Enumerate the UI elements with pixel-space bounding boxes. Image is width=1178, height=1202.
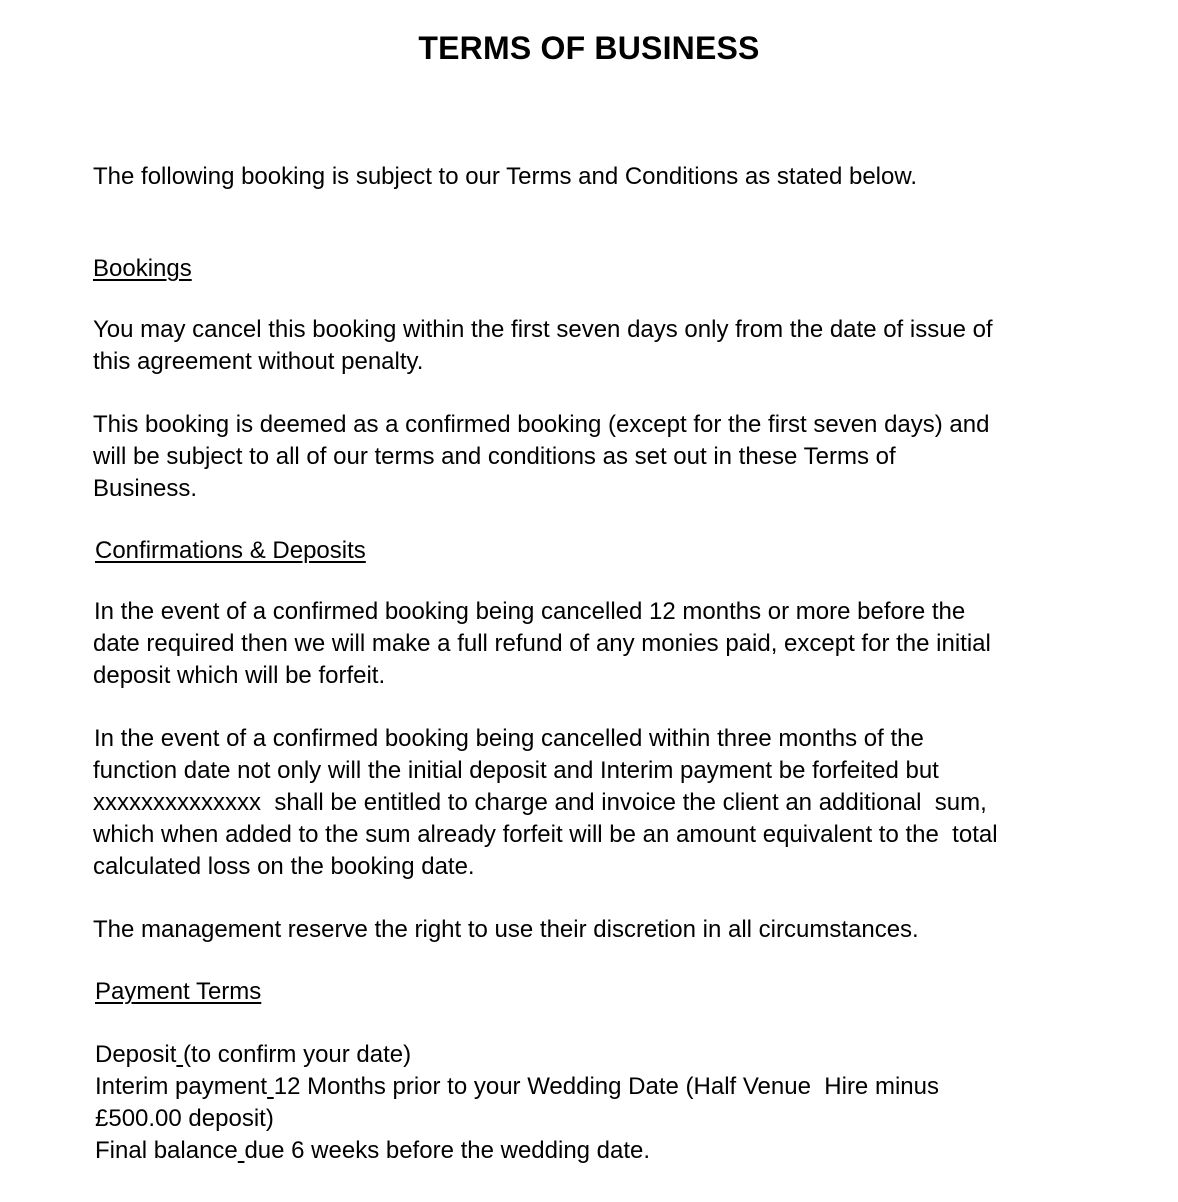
interim-line-continued: £500.00 deposit)	[95, 1105, 274, 1132]
text-line: You may cancel this booking within the first seven days only from the date of issue of	[93, 316, 993, 343]
bookings-paragraph-2	[93, 409, 1093, 505]
text-line: In the event of a confirmed booking being cancelled 12 months or more before the	[94, 598, 966, 625]
document-title: TERMS OF BUSINESS	[418, 30, 760, 66]
text-line: will be subject to all of our terms and conditions as set out in these Terms of	[93, 443, 896, 470]
deposit-text: (to confirm your date)	[183, 1041, 412, 1068]
payment-terms-heading: Payment Terms	[95, 978, 262, 1005]
text-line: function date not only will the initial deposit and Interim payment be forfeited but	[93, 757, 939, 784]
final-balance-label: Final balance	[95, 1137, 238, 1164]
text-line: calculated loss on the booking date.	[93, 853, 475, 880]
confirmations-paragraph-3: The management reserve the right to use their discretion in all circumstances.	[93, 916, 919, 943]
final-balance-line	[95, 1135, 1095, 1167]
underlined-space	[267, 1073, 274, 1100]
deposit-line	[95, 1039, 1095, 1071]
confirmations-paragraph-1	[93, 596, 1093, 692]
text-line: xxxxxxxxxxxxxx shall be entitled to charge and invoice the client an additional sum,	[93, 789, 987, 816]
text-line: In the event of a confirmed booking being cancelled within three months of the	[94, 725, 924, 752]
deposit-label: Deposit	[95, 1041, 177, 1068]
bookings-heading: Bookings	[93, 255, 192, 282]
text-line: This booking is deemed as a confirmed booking (except for the first seven days) and	[93, 411, 990, 438]
payment-terms-list	[95, 1039, 1095, 1167]
intro-paragraph: The following booking is subject to our Terms and Conditions as stated below.	[93, 163, 918, 190]
text-line: this agreement without penalty.	[93, 348, 424, 375]
interim-label: Interim payment	[95, 1073, 268, 1100]
text-line: Business.	[93, 475, 198, 502]
text-line: deposit which will be forfeit.	[93, 662, 386, 689]
final-balance-text: due 6 weeks before the wedding date.	[244, 1137, 651, 1164]
confirmations-heading: Confirmations & Deposits	[95, 537, 366, 564]
confirmations-paragraph-2	[93, 723, 1093, 883]
interim-line	[95, 1071, 1095, 1103]
text-line: date required then we will make a full refund of any monies paid, except for the initial	[93, 630, 991, 657]
bookings-paragraph-1	[93, 314, 1093, 378]
interim-text: 12 Months prior to your Wedding Date (Half Venue Hire minus	[273, 1073, 939, 1100]
text-line: which when added to the sum already forfeit will be an amount equivalent to the total	[93, 821, 998, 848]
